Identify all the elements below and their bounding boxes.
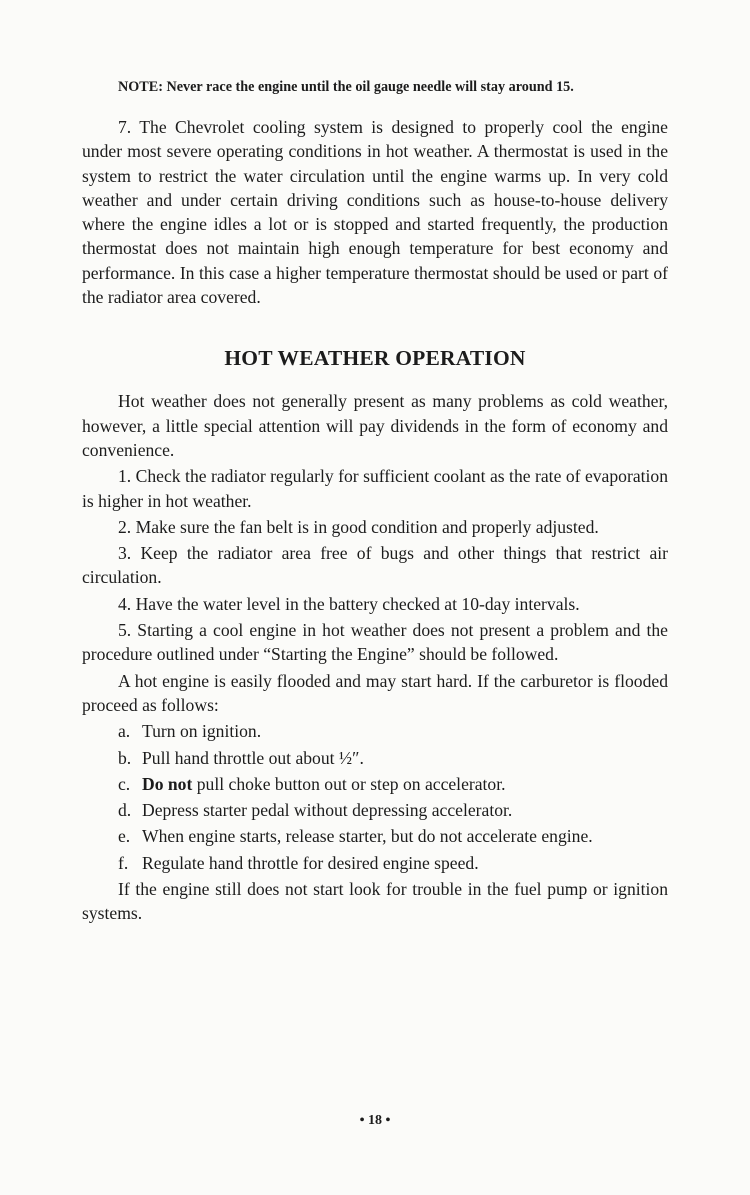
page-content bbox=[82, 76, 668, 926]
page-number: • 18 • bbox=[359, 1113, 391, 1128]
step-label: e. bbox=[118, 826, 131, 847]
step-text: Pull hand throttle out about ½″. bbox=[142, 747, 364, 768]
paragraph-cooling-system: 7. The Chevrolet cooling system is designed to properly cool the engine under most severe operating conditions in hot weather. A thermostat is used in the system to restrict the water circulation until the engine warms up. In very cold weather and under certain driving conditions such as house-to-house delivery where the engine idles a lot or is stopped and started frequently, the production thermostat does not maintain high enough temperature for best economy and performance. In this case a higher temperature thermostat should be used or part of the radiator area covered. bbox=[82, 117, 668, 308]
paragraph-flooded: A hot engine is easily flooded and may start hard. If the carburetor is flooded proceed as follows: bbox=[82, 670, 668, 715]
step-label: b. bbox=[118, 747, 132, 768]
step-item bbox=[82, 719, 668, 743]
step-text: Regulate hand throttle for desired engine speed. bbox=[142, 852, 479, 873]
list-item: 2. Make sure the fan belt is in good condition and properly adjusted. bbox=[118, 516, 599, 537]
list-item: 5. Starting a cool engine in hot weather does not present a problem and the procedure outlined under “Starting the Engine” should be followed. bbox=[82, 620, 668, 665]
step-emphasis: Do not bbox=[142, 773, 193, 794]
list-item: 4. Have the water level in the battery checked at 10-day intervals. bbox=[118, 593, 580, 614]
step-text: Depress starter pedal without depressing accelerator. bbox=[142, 800, 513, 821]
step-item bbox=[82, 746, 668, 770]
step-label: a. bbox=[118, 721, 131, 742]
list-item: 3. Keep the radiator area free of bugs and other things that restrict air circulation. bbox=[82, 543, 668, 588]
note-text: NOTE: Never race the engine until the oil gauge needle will stay around 15. bbox=[118, 79, 574, 95]
step-label: d. bbox=[118, 800, 132, 821]
step-text: Turn on ignition. bbox=[142, 721, 262, 742]
step-item bbox=[82, 798, 668, 822]
step-item bbox=[82, 772, 668, 796]
step-item bbox=[82, 851, 668, 875]
list-item: 1. Check the radiator regularly for sufficient coolant as the rate of evaporation is higher in hot weather. bbox=[82, 466, 668, 511]
step-label: c. bbox=[118, 773, 131, 794]
step-text: When engine starts, release starter, but do not accelerate engine. bbox=[142, 826, 593, 847]
paragraph-intro: Hot weather does not generally present as many problems as cold weather, however, a little special attention will pay dividends in the form of economy and convenience. bbox=[82, 391, 668, 460]
step-item bbox=[82, 824, 668, 848]
step-text: pull choke button out or step on accelerator. bbox=[192, 773, 506, 794]
section-heading: HOT WEATHER OPERATION bbox=[224, 346, 526, 371]
step-label: f. bbox=[118, 852, 129, 873]
paragraph-closing: If the engine still does not start look for trouble in the fuel pump or ignition systems. bbox=[82, 879, 668, 924]
